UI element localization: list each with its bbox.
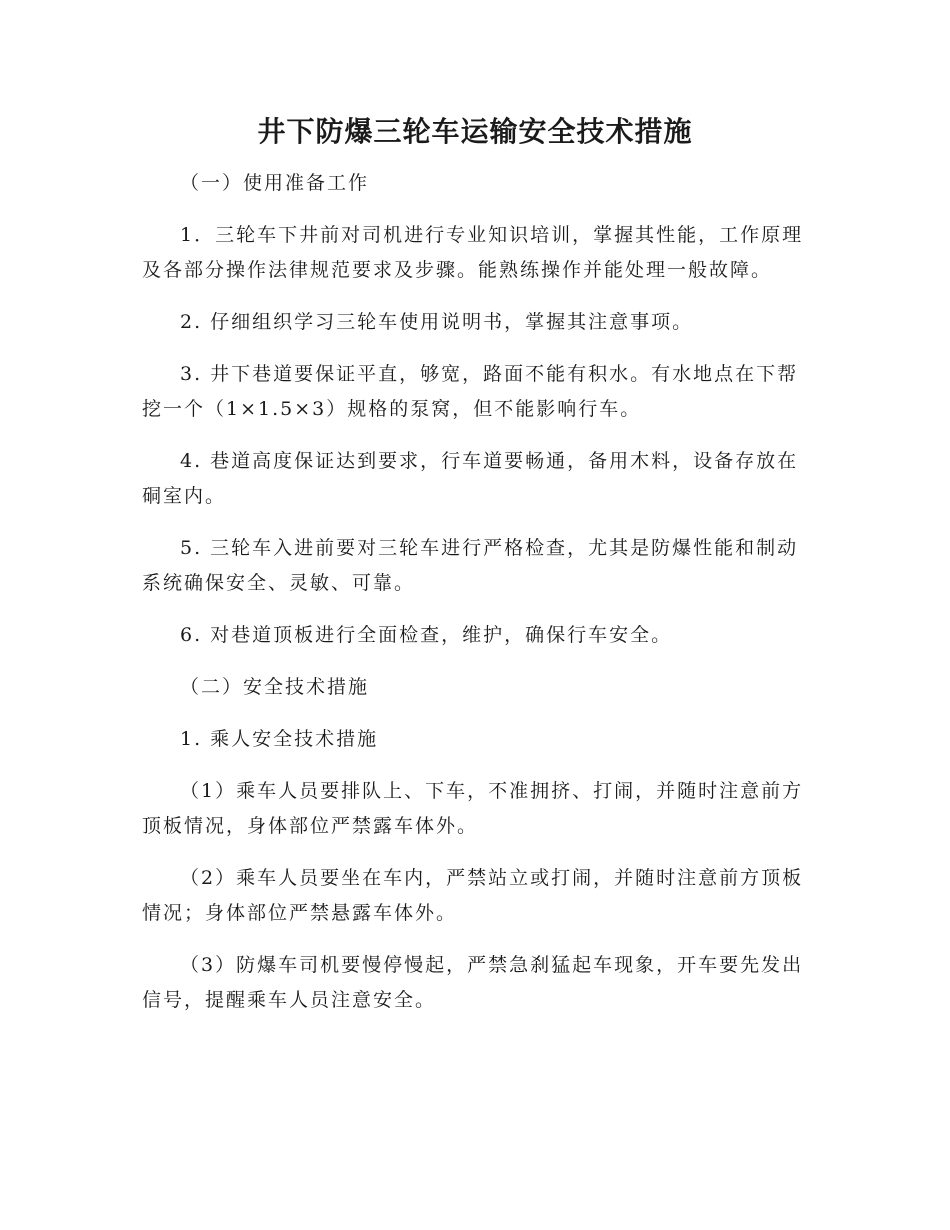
section-heading-safety: （二）安全技术措施 [180, 676, 370, 698]
paragraph-item-1: 1．三轮车下井前对司机进行专业知识培训，掌握其性能，工作原理及各部分操作法律规范要求及步骤。能熟练操作并能处理一般故障。 [142, 224, 804, 281]
document-body [142, 166, 808, 1035]
paragraph-item-6: 6. 对巷道顶板进行全面检查，维护，确保行车安全。 [180, 624, 673, 646]
document-title: 井下防爆三轮车运输安全技术措施 [257, 115, 693, 148]
subsection-heading-passenger: 1. 乘人安全技术措施 [180, 728, 379, 750]
paragraph-subitem-2: （2）乘车人员要坐在车内，严禁站立或打闹，并随时注意前方顶板情况；身体部位严禁悬露车体外。 [142, 867, 804, 924]
paragraph-item-3: 3. 井下巷道要保证平直，够宽，路面不能有积水。有水地点在下帮挖一个（1×1.5×3）规格的泵窝，但不能影响行车。 [142, 363, 799, 420]
paragraph-item-4: 4. 巷道高度保证达到要求，行车道要畅通，备用木料，设备存放在硐室内。 [142, 450, 799, 507]
section-heading-preparation: （一）使用准备工作 [180, 172, 370, 194]
paragraph-subitem-1: （1）乘车人员要排队上、下车，不准拥挤、打闹，并随时注意前方顶板情况，身体部位严禁露车体外。 [142, 780, 804, 837]
paragraph-item-2: 2. 仔细组织学习三轮车使用说明书，掌握其注意事项。 [180, 311, 694, 333]
paragraph-item-5: 5. 三轮车入进前要对三轮车进行严格检查，尤其是防爆性能和制动系统确保安全、灵敏、可靠。 [142, 537, 799, 594]
paragraph-subitem-3: （3）防爆车司机要慢停慢起，严禁急刹猛起车现象，开车要先发出信号，提醒乘车人员注意安全。 [142, 954, 804, 1011]
